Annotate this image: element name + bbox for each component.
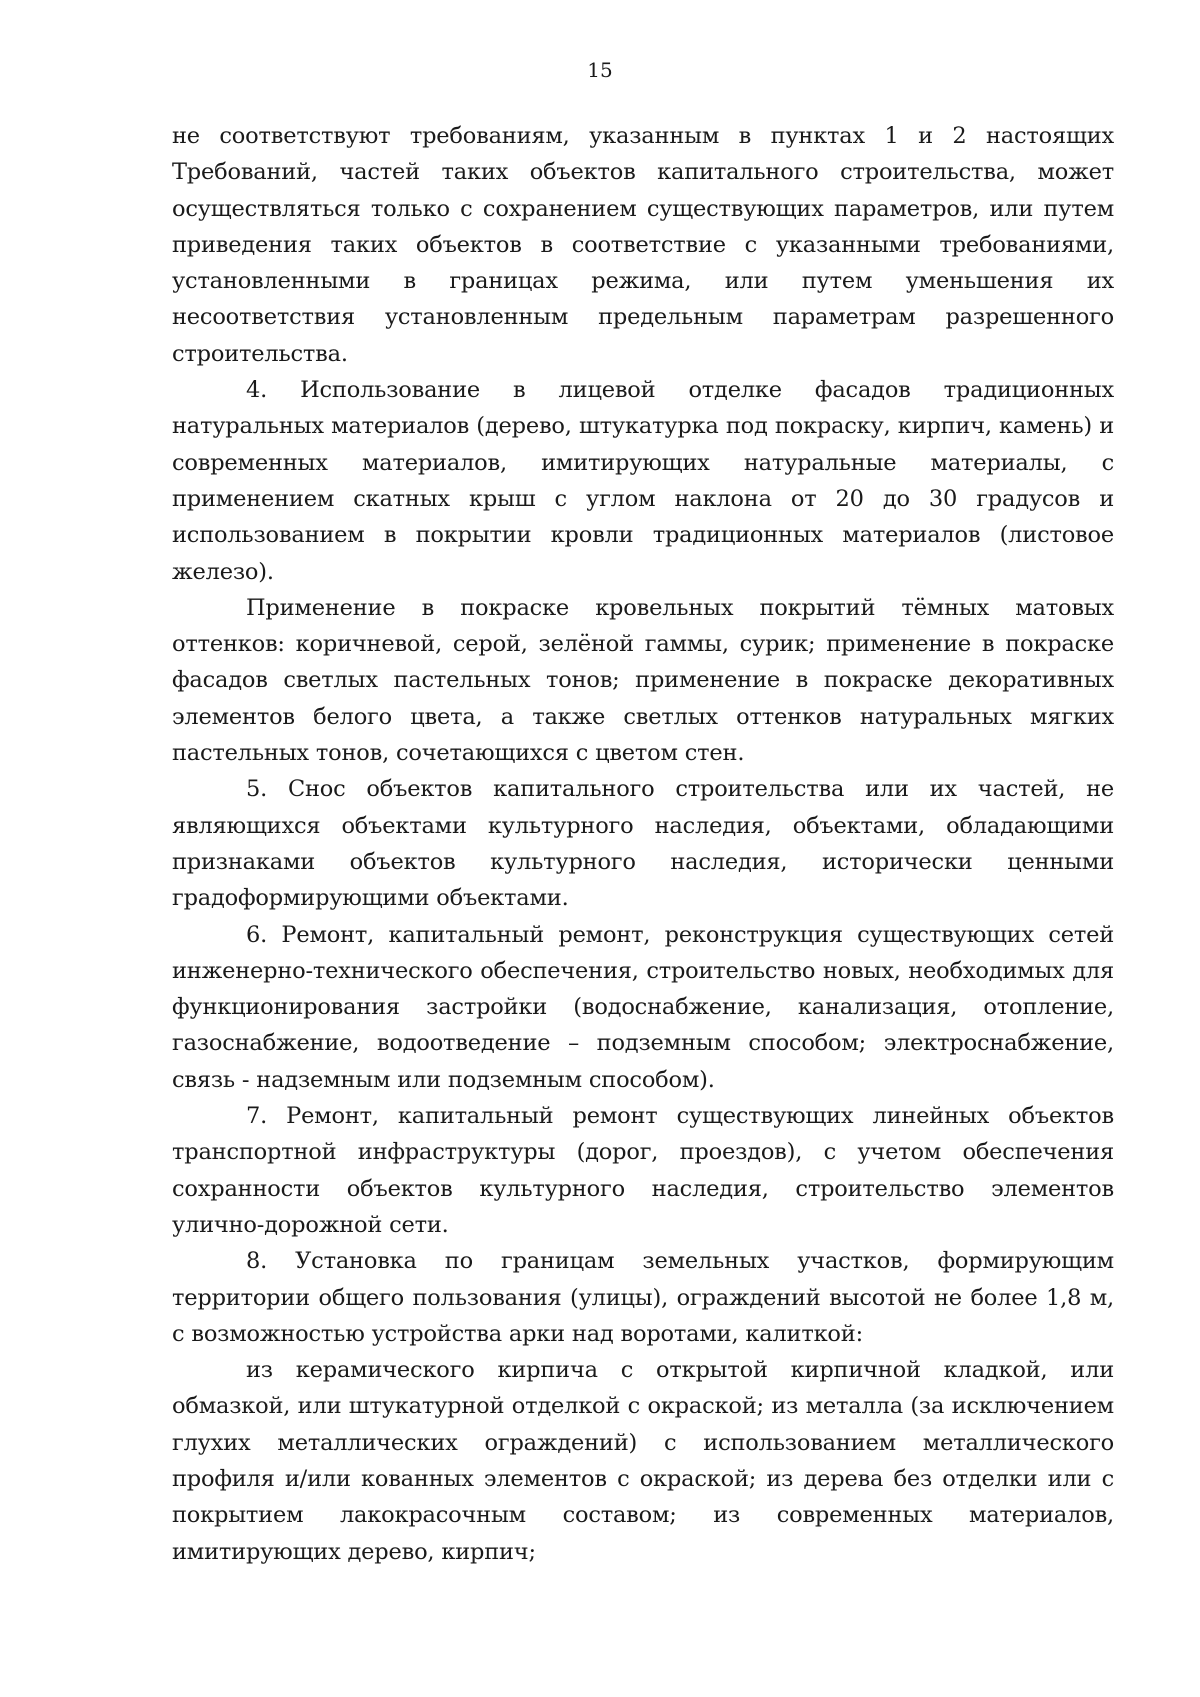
paragraph-item-4-colors: Применение в покраске кровельных покрытий тёмных матовых оттенков: коричневой, серой, зелёной гаммы, сурик; применение в покраске фасадов светлых пастельных тонов; применение в покраске декоративных элементов белого цвета, а также светлых оттенков натуральных мягких пастельных тонов, сочетающихся с цветом стен. xyxy=(172,594,1114,767)
document-body xyxy=(172,118,1114,1570)
paragraph-item-5: 5. Снос объектов капитального строительства или их частей, не являющихся объектами культурного наследия, объектами, обладающими признаками объектов культурного наследия, исторически ценными градоформирующими объектами. xyxy=(172,776,1114,912)
paragraph-item-6: 6. Ремонт, капитальный ремонт, реконструкция существующих сетей инженерно-технического обеспечения, строительство новых, необходимых для функционирования застройки (водоснабжение, канализация, отопление, газоснабжение, водоотведение – подземным способом; электроснабжение, связь - надземным или подземным способом). xyxy=(172,921,1114,1093)
paragraph-item-4: 4. Использование в лицевой отделке фасадов традиционных натуральных материалов (дерево, штукатурка под покраску, кирпич, камень) и современных материалов, имитирующих натуральные материалы, с применением скатных крыш с углом наклона от 20 до 30 градусов и использованием в покрытии кровли традиционных материалов (листовое железо). xyxy=(172,377,1114,585)
paragraph-item-8: 8. Установка по границам земельных участков, формирующим территории общего пользования (улицы), ограждений высотой не более 1,8 м, с возможностью устройства арки над воротами, калиткой: xyxy=(172,1248,1114,1347)
paragraph-item-8-materials: из керамического кирпича с открытой кирпичной кладкой, или обмазкой, или штукатурной отделкой с окраской; из металла (за исключением глухих металлических ограждений) с использованием металлического профиля и/или кованных элементов с окраской; из дерева без отделки или с покрытием лакокрасочным составом; из современных материалов, имитирующих дерево, кирпич; xyxy=(172,1357,1114,1565)
page-number: 15 xyxy=(587,58,613,82)
paragraph-item-7: 7. Ремонт, капитальный ремонт существующих линейных объектов транспортной инфраструктуры (дорог, проездов), с учетом обеспечения сохранности объектов культурного наследия, строительство элементов улично-дорожной сети. xyxy=(172,1103,1114,1238)
paragraph-continuation: не соответствуют требованиям, указанным в пунктах 1 и 2 настоящих Требований, частей таких объектов капитального строительства, может осуществляться только с сохранением существующих параметров, или путем приведения таких объектов в соответствие с указанными требованиями, установленными в границах режима, или путем уменьшения их несоответствия установленным предельным параметрам разрешенного строительства. xyxy=(172,123,1114,367)
